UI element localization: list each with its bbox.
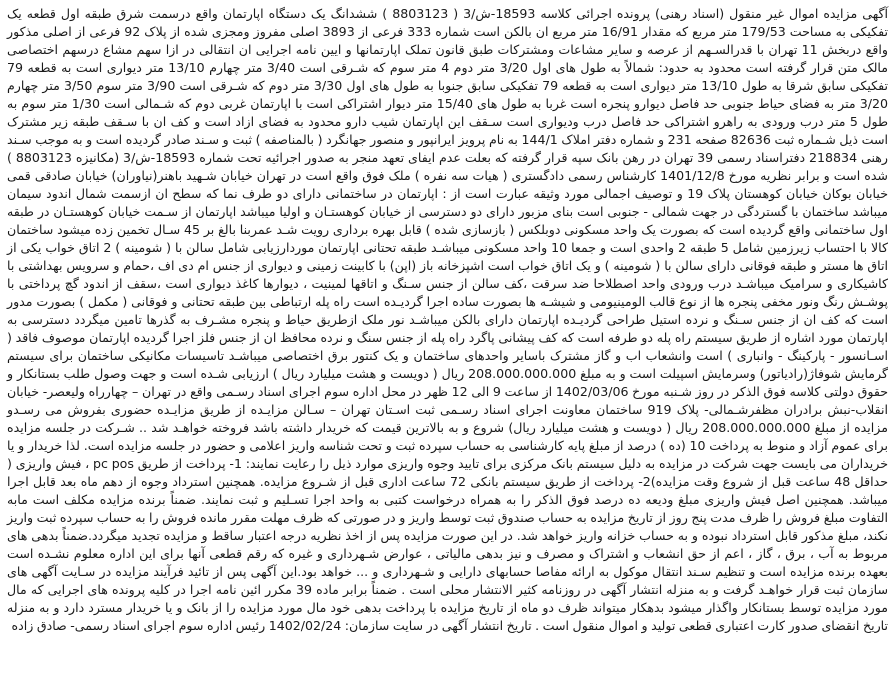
notice-paragraph: آگهی مزایده اموال غیر منقول (اسناد رهنی) پرونده اجرائی کلاسه 18593-ش/3 ( 8803123 ) ششدانگ یک دستگاه اپارتمان واقع درسمت شرق طبقه اول قطعه یک تفکیکی به مساحت 179/53 متر مربع که مقدار 16/91 متر مربع ان بالکن است شماره 333 فرعی از 3893 اصلی مفروز ومجزی شده از پلاک 92 فرعی از اصلی مذکور واقع دربخش 11 تهران با قدرالسـهم از عرصه و سایر مشاعات ومشترکات طبق قانون تملک اپارتمانها و ایین نامه اجرایی ان انتقالی در ازا سهم مشاع درسهم اختصاصی مالک متن قرار گرفته است محدود به حدود: شمالاً به طول های اول 3/20 متر دوم 4 متر سوم که شـرقی است 3/40 متر چهارم 13/10 متر دیواری است به قطعه 79 تفکیکی سابق شرقا به طول 13/10 متر دیواری است به قطعه 79 تفکیکی سابق جنوبا به طول های اول 3/30 متر دوم که شـرقی است 3/90 متر سوم 3/50 متر چهارم 3/20 متر به فضای حیاط جنوبی حد فاصل دیوارو پنجره است غربا به طول های 15/40 متر دیوار اشتراکی است با اپارتمان غربی دوم که شـمالی است 1/30 متر سوم به طول 5 متر درب ورودی به راهرو اشتراکی حد فاصل درب ودیواری است سـقف این اپارتمان شیب دارو محدود به فضای ازاد است و کف ان با سـقف طبقه زیر مشترک است ذیل شـماره ثبت 82636 صفحه 231 و شماره دفتر املاک 144/1 به نام پرویز ایرانپور و منصور جهانگرد ( بالمناصفه ) ثبت و سـند صادر گردیده است و به موجب سـند رهنی 218834 دفتراسناد رسمی 39 تهران در رهن بانک سپه قرار گرفته که بعلت عدم ایفای تعهد منجر به صدور اجرائیه تحت شماره 18593-ش/3 (مکانیزه 8803123 ) شده است و برابر نظریه مورخ 1401/12/8 کارشناس رسمی دادگستری ( هیات سه نفره ) ملک فوق واقع است در تهران خیابان شـهید باهنر(نیاوران) خیابان صادقی قمی خیابان بوکان خیابان کوهستان پلاک 19 و توصیف اجمالی مورد وثیقه عبارت است از : اپارتمان در ساختمانی دارای دو طرف نما که سطح ان ازسمت شمال اندود سیمان میباشد ساختمان با گستردگی در جهت شمالی - جنوبی است بنای مزبور دارای دو دسترسی از خیابان کوهستـان و اولیا میباشد اپارتمان از سـمت خیابان کوهستـان در طبقه اول ساختمانی واقع گردیده است که بصورت یک واحد مسکونی دوبلکس ( بازسازی شده ) قابل بهره برداری رویت شـد عمربنا بالغ بر 45 سـال تخمین زده میشود ساختمان کالا با احتساب زیرزمین شامل 5 طبقه 2 واحدی است و جمعا 10 واحد مسکونی میباشـد طبقه تحتانی اپارتمان موردارزیابی شامل سالن با ( شومینه ) 2 اتاق خواب یکی از اتاق ها مستر و طبقه فوقانی دارای سالن با ( شومینه ) و یک اتاق خواب است اشپزخانه باز (اپن) با کابینت زمینی و دیواری از جنس ام دی اف ،حمام و سرویس بهداشتی با کاشیکاری و سرامیک میباشـد درب ورودی واحد اصطلاحا ضد سرقت ،کف سالن از جنس سـنگ و اتاقها لمینیت ، دیوارها کاغذ دیواری است ،سقف از اندود گچ پرداختی با پوشـش رنگ ونور مخفی پنجره ها از نوع قالب الومینیومی و شیشـه ها بصورت ساده اجرا گردیـده است راه پله ارتباطی بین طبقه تحتانی و فوقانی ( مکمل ) بصورت مدور است که کف ان از جنس سـنگ و نرده استیل طراحی گردیـده اپارتمان دارای بالکن میباشـد نور ملک ازطریق حیاط و پنجره مشـرف به گذرها تامین میگردد دسترسی به اپارتمان مورد اشاره از طریق سیستم راه پله دو طرفه است که کف پیشانی پاگرد راه پله از جنس سنگ و نرده محافظ ان از جنس فلز اجرا گردیده اپارتمان موصوف فاقد ( اسـانسور - پارکینگ - وانباری ) است وانشعاب اب و گاز مشترک باسایر واحدهای ساختمان و یک کنتور برق اختصاصی میباشـد تاسیسات مکانیکی ساختمان برای سیستم گرمایش شوفاژ(رادیاتور) وسرمایش اسپیلت است و به مبلغ 208.000.000.000 ریال ( دویست و هشت میلیارد ریال ) ارزیابی شـده است و جهت وصول طلب بستانکار و حقوق دولتی کلاسه فوق الذکر در روز شـنبه مورخ 1402/03/06 از ساعت 9 الی 12 ظهر در محل اداره سوم اجرای اسناد رسـمی واقع در تهران – چهارراه ولیعصر- خیابان انقلاب-نبش برادران مظفرشـمالی- پلاک 919 ساختمان معاونت اجرای اسناد رسـمی ثبت اسـتان تهران – سـالن مزایـده از طریق مزایـده حضوری بفروش می رسـدو مزایده از مبلغ 208.000.000.000 ریال ( دویست و هشت میلیارد ریال) شروع و به بالاترین قیمت که خریدار داشته باشد فروخته خواهـد شد .. شـرکت در جلسه مزایده برای عموم آزاد و منوط به پرداخت 10 (ده ) درصد از مبلغ پایه کارشناسی به حساب سپرده ثبت و تحت شناسه واریز اعلامی و حضور در جلسه مزایده است. لذا خریدار و یا خریداران می بایست جهت شرکت در مزایده به دلیل سیستم بانک مرکزی برای تایید وجوه واریزی موارد ذیل را رعایت نمایند: 1- پرداخت از طریق pc pos ، فیش واریزی ( حداقل 48 ساعت قبل از شروع وقت مزایده)2- پرداخت از طریق سیستم بانکی 72 ساعت اداری قبل از شـروع مزایده. همچنین استرداد وجوه از دهم ماه بعد قابل اجرا میباشد. همچنین اصل فیش واریزی مبلغ ودیعه ده درصد فوق الذکر را به همراه درخواست کتبی به واحد اجرا تسـلیم و ثبت نمایند. ضمناً برنده مزایده مکلف است مابه التفاوت مبلغ فروش را ظرف مدت پنج روز از تاریخ مزایده به حساب صندوق ثبت توسط واریز و در صورتی که ظرف مهلت مقرر مانده فروش را به حساب سپرده ثبت واریز نکند، مبلغ مذکور قابل استرداد نبوده و به حساب خزانه واریز خواهد شد. در این صورت مزایده پس از اخذ نظریه درجه اعتبار ساقط و مزایده تجدید میگردد.ضمناً بدهی های مربوط به آب ، برق ، گاز ، اعم از حق انشعاب و اشتراک و مصرف و نیز بدهی مالیاتی ، عوارض شـهرداری و غیره که رقم قطعی آنها برای این اداره معلوم نشـده است بعهده برنده مزایده است و تنظیم سـند انتقال موکول به ارائه مفاصا حسابهای دارایی و شـهرداری و ... خواهد بود.این آگهی پس از تائید فرآیند مزایده در سـایت آگهی های سازمان ثبت قرار خواهـد گرفت و به منزله انتشار آگهی در روزنامه کثیر الانتشار محلی است . ضمناً برابر ماده 39 مکرر ائین نامه اجرا در کلیه پرونده های اجرایی که مال مورد مزایده توسط بستانکار واگذار میشود بدهکار میتواند ظرف دو ماه از تاریخ مزایده با پرداخت بدهی خود مال مورد مزایده را از بانک و یا خریدار مسترد دارد و به منزله تاریخ انقضای صدور کارت اعتباری قطعی تولید و اموال منقول است . تاریخ انتشار آگهی در سایت سازمان: 1402/02/24 رئیس اداره سوم اجرای اسناد رسمی- صادق زاده — [7, 6, 889, 633]
